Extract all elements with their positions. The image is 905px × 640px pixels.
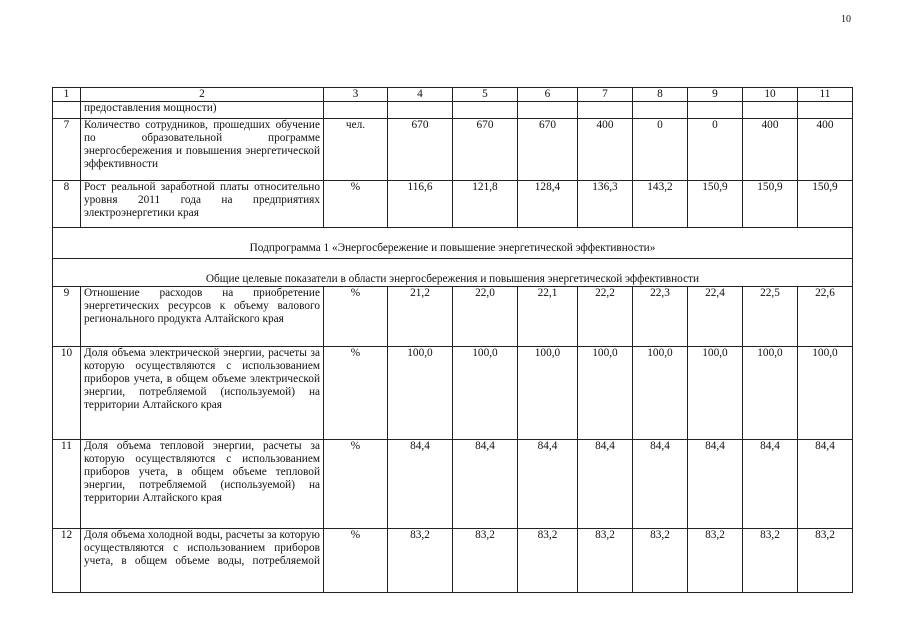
value-cell: 100,0 bbox=[798, 347, 853, 440]
value-cell: 150,9 bbox=[743, 181, 798, 228]
value-cell: 83,2 bbox=[798, 529, 853, 593]
value-cell: 84,4 bbox=[743, 440, 798, 529]
value-cell: 84,4 bbox=[688, 440, 743, 529]
value-cell: 22,5 bbox=[743, 287, 798, 347]
column-number-cell: 2 bbox=[81, 88, 324, 102]
value-cell: 84,4 bbox=[578, 440, 633, 529]
value-cell: 128,4 bbox=[518, 181, 578, 228]
column-number-cell: 11 bbox=[798, 88, 853, 102]
unit-cell bbox=[324, 102, 388, 119]
row-number-cell: 12 bbox=[53, 529, 81, 593]
value-cell: 400 bbox=[798, 119, 853, 181]
column-number-cell: 1 bbox=[53, 88, 81, 102]
value-cell: 100,0 bbox=[578, 347, 633, 440]
column-number-cell: 4 bbox=[388, 88, 453, 102]
value-cell bbox=[453, 102, 518, 119]
value-cell: 100,0 bbox=[388, 347, 453, 440]
column-number-cell: 3 bbox=[324, 88, 388, 102]
unit-cell: % bbox=[324, 347, 388, 440]
value-cell: 83,2 bbox=[388, 529, 453, 593]
column-number-cell: 7 bbox=[578, 88, 633, 102]
continuation-row bbox=[53, 102, 853, 119]
value-cell bbox=[518, 102, 578, 119]
value-cell: 670 bbox=[453, 119, 518, 181]
unit-cell: чел. bbox=[324, 119, 388, 181]
value-cell: 100,0 bbox=[688, 347, 743, 440]
row-number-cell: 7 bbox=[53, 119, 81, 181]
value-cell: 670 bbox=[518, 119, 578, 181]
table-row bbox=[53, 181, 853, 228]
indicator-description-cell: Доля объема холодной воды, расчеты за которую осуществляются с использованием приборов учета, в общем объеме воды, потребляемой bbox=[81, 529, 324, 593]
value-cell: 83,2 bbox=[633, 529, 688, 593]
value-cell: 22,2 bbox=[578, 287, 633, 347]
value-cell: 22,3 bbox=[633, 287, 688, 347]
row-number-cell bbox=[53, 102, 81, 119]
value-cell: 21,2 bbox=[388, 287, 453, 347]
value-cell: 0 bbox=[688, 119, 743, 181]
table-row bbox=[53, 347, 853, 440]
value-cell: 150,9 bbox=[798, 181, 853, 228]
value-cell: 150,9 bbox=[688, 181, 743, 228]
value-cell: 84,4 bbox=[633, 440, 688, 529]
subprogram-title-row bbox=[53, 228, 853, 259]
value-cell: 143,2 bbox=[633, 181, 688, 228]
unit-cell: % bbox=[324, 529, 388, 593]
indicator-description-cell: Доля объема тепловой энергии, расчеты за которую осуществляются с использованием приборов учета, в общем объеме тепловой энергии, потребляемой (используемой) на территории Алтайского края bbox=[81, 440, 324, 529]
value-cell: 121,8 bbox=[453, 181, 518, 228]
table-row bbox=[53, 529, 853, 593]
value-cell: 100,0 bbox=[518, 347, 578, 440]
value-cell: 100,0 bbox=[743, 347, 798, 440]
value-cell: 100,0 bbox=[453, 347, 518, 440]
unit-cell: % bbox=[324, 287, 388, 347]
table-row bbox=[53, 119, 853, 181]
value-cell: 670 bbox=[388, 119, 453, 181]
value-cell bbox=[388, 102, 453, 119]
continued-text-cell: предоставления мощности) bbox=[81, 102, 324, 119]
column-number-cell: 6 bbox=[518, 88, 578, 102]
table-row bbox=[53, 440, 853, 529]
value-cell bbox=[633, 102, 688, 119]
value-cell: 83,2 bbox=[578, 529, 633, 593]
value-cell bbox=[743, 102, 798, 119]
column-number-cell: 10 bbox=[743, 88, 798, 102]
indicator-description-cell: Количество сотрудников, прошедших обучение по образовательной программе энергосбережения и повышения энергетической эффективности bbox=[81, 119, 324, 181]
value-cell: 400 bbox=[743, 119, 798, 181]
value-cell: 116,6 bbox=[388, 181, 453, 228]
row-number-cell: 11 bbox=[53, 440, 81, 529]
subprogram-title: Подпрограмма 1 «Энергосбережение и повышение энергетической эффективности» bbox=[53, 228, 853, 259]
value-cell: 83,2 bbox=[518, 529, 578, 593]
indicator-description-cell: Отношение расходов на приобретение энергетических ресурсов к объему валового регионального продукта Алтайского края bbox=[81, 287, 324, 347]
value-cell: 22,1 bbox=[518, 287, 578, 347]
value-cell bbox=[688, 102, 743, 119]
value-cell: 22,6 bbox=[798, 287, 853, 347]
indicator-description-cell: Доля объема электрической энергии, расчеты за которую осуществляются с использованием приборов учета, в общем объеме электрической энергии, потребляемой (используемой) на территории Алтайского края bbox=[81, 347, 324, 440]
value-cell: 84,4 bbox=[518, 440, 578, 529]
row-number-cell: 9 bbox=[53, 287, 81, 347]
column-number-cell: 9 bbox=[688, 88, 743, 102]
value-cell: 83,2 bbox=[688, 529, 743, 593]
unit-cell: % bbox=[324, 181, 388, 228]
value-cell bbox=[578, 102, 633, 119]
page-number: 10 bbox=[841, 14, 851, 25]
value-cell: 0 bbox=[633, 119, 688, 181]
row-number-cell: 10 bbox=[53, 347, 81, 440]
value-cell: 100,0 bbox=[633, 347, 688, 440]
value-cell: 400 bbox=[578, 119, 633, 181]
section-title-row bbox=[53, 259, 853, 287]
value-cell: 84,4 bbox=[798, 440, 853, 529]
row-number-cell: 8 bbox=[53, 181, 81, 228]
section-title: Общие целевые показатели в области энергосбережения и повышения энергетической эффективности bbox=[53, 259, 853, 287]
column-number-cell: 5 bbox=[453, 88, 518, 102]
column-number-header-row bbox=[53, 88, 853, 102]
value-cell: 136,3 bbox=[578, 181, 633, 228]
value-cell bbox=[798, 102, 853, 119]
unit-cell: % bbox=[324, 440, 388, 529]
value-cell: 22,0 bbox=[453, 287, 518, 347]
value-cell: 83,2 bbox=[453, 529, 518, 593]
value-cell: 83,2 bbox=[743, 529, 798, 593]
column-number-cell: 8 bbox=[633, 88, 688, 102]
indicators-table bbox=[52, 87, 853, 593]
value-cell: 84,4 bbox=[388, 440, 453, 529]
table-row bbox=[53, 287, 853, 347]
value-cell: 84,4 bbox=[453, 440, 518, 529]
indicator-description-cell: Рост реальной заработной платы относительно уровня 2011 года на предприятиях электроэнергетики края bbox=[81, 181, 324, 228]
value-cell: 22,4 bbox=[688, 287, 743, 347]
